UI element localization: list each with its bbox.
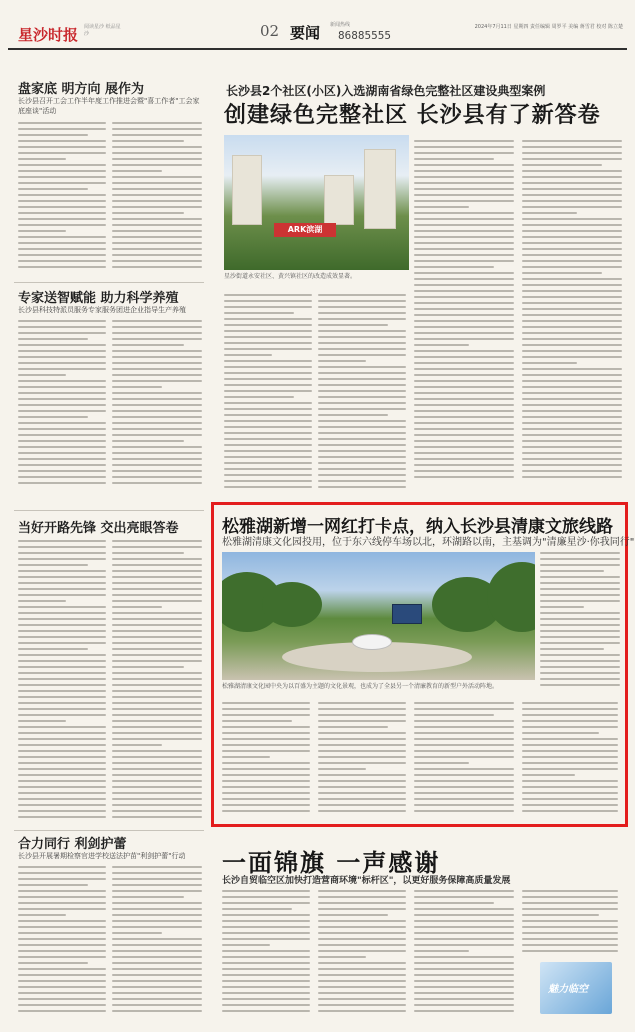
masthead	[8, 20, 627, 50]
featured-story-caption: 松雅湖清康文化园中央为以百盛为主题的文化景观，也成为了全县另一个清廉教育的新型户外活动阵地。	[222, 683, 499, 690]
newspaper-logo: 星沙时报	[18, 26, 79, 44]
left-story2-title: 专家送智赋能 助力科学养殖	[18, 291, 179, 306]
hotline-label: 新闻热线	[330, 22, 351, 28]
left-story4-body-col1	[18, 866, 106, 1016]
top-story-body-col3	[414, 140, 514, 494]
linkong-ad	[540, 962, 612, 1014]
featured-story-photo	[222, 552, 535, 680]
top-story-caption: 星沙街道永安社区、黄兴镇社区的改造成效显著。	[224, 273, 357, 280]
left-story2-subtitle: 长沙县科技特派员服务专家服务团进企业指导生产养殖	[18, 306, 186, 314]
top-photo-sign: ARK滨湖	[274, 223, 336, 237]
section-name: 要闻	[290, 24, 321, 42]
bottom-story-headline: 一面锦旗 一声感谢	[222, 848, 441, 877]
top-story-body-col1	[224, 294, 312, 494]
bottom-story-body-col4	[522, 890, 618, 958]
left-story2-body-col2	[112, 320, 202, 488]
left-story1-title: 盘家底 明方向 展作为	[18, 82, 145, 97]
bottom-story-subhead: 长沙自贸临空区加快打造营商环境"标杆区"，以更好服务保障高质量发展	[222, 876, 511, 886]
fountain-sculpture	[352, 634, 392, 650]
featured-story-body-col2	[318, 702, 406, 820]
left-story1-body-col1	[18, 122, 106, 277]
left-story4-title: 合力同行 利剑护蕾	[18, 837, 127, 852]
left-story3-body-col1	[18, 540, 106, 825]
billboard	[392, 604, 422, 624]
featured-story-body-col1	[222, 702, 310, 820]
left-story1-subtitle: 长沙县召开工会工作半年度工作推进会暨"喜工作者"工会家底座谈"活动	[18, 97, 200, 115]
featured-story-body-col3	[414, 702, 514, 820]
left-story3-body-col2	[112, 540, 202, 825]
featured-story-subhead: 松雅湖清康文化园投用，位于东六线停车场以北，环湖路以南，主基调为"清廉星沙·你我同行"	[222, 537, 635, 548]
divider	[14, 830, 204, 831]
top-story-body-col4	[522, 140, 622, 494]
left-story2-body-col1	[18, 320, 106, 488]
featured-story-headline: 松雅湖新增一网红打卡点，纳入长沙县清康文旅线路	[222, 517, 613, 537]
left-story3-title: 当好开路先锋 交出亮眼答卷	[18, 521, 179, 536]
ad-text: 魅力临空	[548, 984, 588, 995]
bottom-story-body-col3	[414, 890, 514, 1018]
divider	[14, 282, 204, 283]
bottom-story-body-col1	[222, 890, 310, 1018]
featured-story-body-col4	[522, 702, 618, 820]
top-story-body-col2	[318, 294, 406, 494]
top-story-headline: 创建绿色完整社区 长沙县有了新答卷	[224, 102, 601, 128]
hotline-number: 86885555	[338, 29, 391, 42]
date-line: 2024年7月11日 星期四 责任编辑 周罗平 美编 蒋雪君 校对 陈立楚	[474, 24, 623, 30]
page-number: 02	[260, 22, 280, 40]
divider	[14, 510, 204, 511]
bottom-story-body-col2	[318, 890, 406, 1018]
featured-story-body-col-right	[540, 552, 620, 692]
top-story-photo	[224, 135, 409, 270]
left-story4-subtitle: 长沙县开展暑期检察官进学校送法护苗"利剑护蕾"行动	[18, 852, 186, 860]
top-story-kicker: 长沙县2个社区(小区)入选湖南省绿色完整社区建设典型案例	[226, 84, 546, 98]
left-story4-body-col2	[112, 866, 202, 1016]
left-story1-body-col2	[112, 122, 202, 277]
logo-subtitle: 阅读星沙 纸品星沙	[84, 24, 121, 37]
